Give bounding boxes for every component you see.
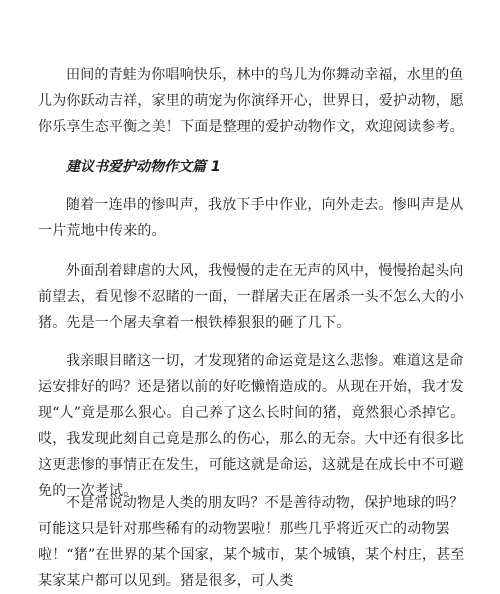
body-paragraph-2: 外面刮着肆虐的大风，我慢慢的走在无声的风中，慢慢抬起头向前望去，看见惨不忍睹的一面，一群屠夫正在屠杀一头不怎么大的小猪。先是一个屠夫拿着一根铁棒狠狠的砸了几下。 bbox=[38, 263, 464, 331]
body-paragraph-4: 不是常说动物是人类的朋友吗？不是善待动物，保护地球的吗？可能这只是针对那些稀有的动物罢啦！那些几乎将近灭亡的动物罢啦！“猪”在世界的某个国家，某个城市，某个城镇，某个村庄，甚至某家某户都可以见到。猪是很多，可人类 bbox=[38, 495, 465, 589]
body-paragraph-1: 随着一连串的惨叫声，我放下手中作业，向外走去。惨叫声是从一片荒地中传来的。 bbox=[38, 197, 464, 239]
section-heading: 建议书爱护动物作文篇 1 bbox=[66, 159, 221, 175]
intro-paragraph: 田间的青蛙为你唱响快乐，林中的鸟儿为你舞动幸福，水里的鱼儿为你跃动吉祥，家里的萌宠为你演绎开心，世界日，爱护动物，愿你乐享生态平衡之美！下面是整理的爱护动物作文，欢迎阅读参考。 bbox=[38, 67, 464, 135]
body-paragraph-3: 我亲眼目睹这一切，才发现猪的命运竟是这么悲惨。难道这是命运安排好的吗？还是猪以前的好吃懒惰造成的。从现在开始，我才发现“人”竟是那么狠心。自己养了这么长时间的猪，竟然狠心杀掉它。哎，我发现此刻自己竟是那么的伤心，那么的无奈。大中还有很多比这更悲惨的事情正在发生，可能这就是命运，这就是在成长中不可避免的一次考试。 bbox=[38, 353, 465, 499]
